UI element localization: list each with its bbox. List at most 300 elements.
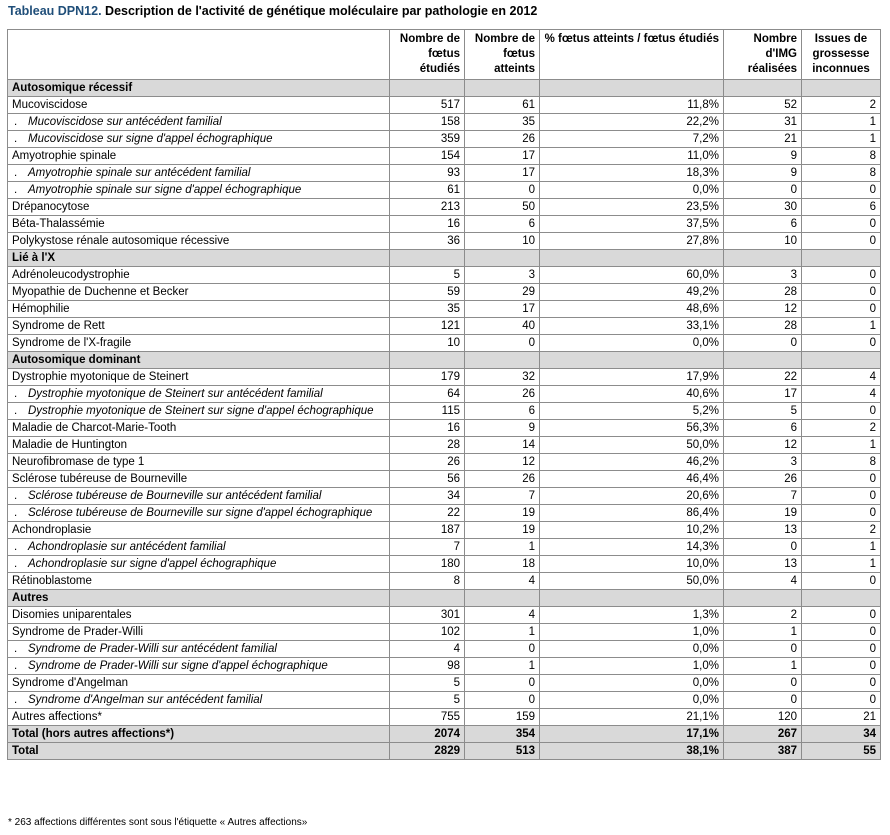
foetus-etudies-cell: 16 (390, 216, 465, 233)
header-img-realisees: Nombre d'IMG réalisées (724, 30, 802, 80)
table-number: Tableau DPN12. (8, 4, 102, 18)
pathology-cell (8, 726, 390, 743)
pathology-label: Syndrome d'Angelman sur antécédent familial (28, 694, 263, 706)
pathology-label: Myopathie de Duchenne et Becker (12, 286, 189, 298)
foetus-etudies-cell: 154 (390, 148, 465, 165)
img-realisees-cell: 52 (724, 97, 802, 114)
table-row (8, 403, 881, 420)
table-row (8, 114, 881, 131)
pathology-label: Mucoviscidose sur signe d'appel échographique (28, 133, 273, 145)
issues-inconnues-cell: 1 (802, 318, 881, 335)
pathology-label: Sclérose tubéreuse de Bourneville sur antécédent familial (28, 490, 322, 502)
issues-inconnues-cell: 0 (802, 233, 881, 250)
foetus-atteints-cell: 19 (465, 505, 540, 522)
pct-atteints-cell: 27,8% (540, 233, 724, 250)
foetus-atteints-cell: 7 (465, 488, 540, 505)
section-empty-cell (724, 250, 802, 267)
sub-item-bullet: . (14, 116, 18, 128)
foetus-atteints-cell: 26 (465, 386, 540, 403)
pct-atteints-cell: 1,3% (540, 607, 724, 624)
section-row (8, 352, 881, 369)
sub-item-bullet: . (14, 558, 18, 570)
issues-inconnues-cell: 0 (802, 692, 881, 709)
foetus-atteints-cell: 9 (465, 420, 540, 437)
pct-atteints-cell: 0,0% (540, 675, 724, 692)
img-realisees-cell: 0 (724, 692, 802, 709)
img-realisees-cell: 3 (724, 267, 802, 284)
img-realisees-cell: 19 (724, 505, 802, 522)
img-realisees-cell: 13 (724, 556, 802, 573)
issues-inconnues-cell: 0 (802, 267, 881, 284)
img-realisees-cell: 22 (724, 369, 802, 386)
table-row (8, 301, 881, 318)
table-row (8, 573, 881, 590)
pathology-cell (8, 114, 390, 131)
table-row (8, 148, 881, 165)
pathology-cell (8, 199, 390, 216)
table-body (8, 80, 881, 760)
pct-atteints-cell: 1,0% (540, 658, 724, 675)
header-pathology (8, 30, 390, 80)
img-realisees-cell: 28 (724, 318, 802, 335)
pathology-cell (8, 97, 390, 114)
section-empty-cell (540, 250, 724, 267)
sub-item-bullet: . (14, 541, 18, 553)
foetus-atteints-cell: 0 (465, 182, 540, 199)
header-row (8, 30, 881, 80)
pathology-cell (8, 267, 390, 284)
foetus-etudies-cell: 5 (390, 692, 465, 709)
foetus-etudies-cell: 213 (390, 199, 465, 216)
table-row (8, 369, 881, 386)
table-row (8, 675, 881, 692)
section-empty-cell (390, 250, 465, 267)
pct-atteints-cell: 50,0% (540, 573, 724, 590)
img-realisees-cell: 4 (724, 573, 802, 590)
sub-item-bullet: . (14, 388, 18, 400)
img-realisees-cell: 267 (724, 726, 802, 743)
issues-inconnues-cell: 8 (802, 454, 881, 471)
sub-item-bullet: . (14, 507, 18, 519)
img-realisees-cell: 12 (724, 437, 802, 454)
foetus-etudies-cell: 4 (390, 641, 465, 658)
section-empty-cell (465, 250, 540, 267)
sub-item-bullet: . (14, 660, 18, 672)
pathology-cell (8, 505, 390, 522)
table-row (8, 709, 881, 726)
table-title: Description de l'activité de génétique moléculaire par pathologie en 2012 (101, 4, 538, 18)
foetus-etudies-cell: 5 (390, 675, 465, 692)
pathology-cell (8, 454, 390, 471)
img-realisees-cell: 30 (724, 199, 802, 216)
foetus-etudies-cell: 180 (390, 556, 465, 573)
sub-item-bullet: . (14, 643, 18, 655)
foetus-etudies-cell: 35 (390, 301, 465, 318)
pathology-cell (8, 573, 390, 590)
pathology-cell (8, 624, 390, 641)
pathology-cell (8, 369, 390, 386)
foetus-etudies-cell: 64 (390, 386, 465, 403)
pathology-cell (8, 488, 390, 505)
foetus-atteints-cell: 17 (465, 165, 540, 182)
sub-item-bullet: . (14, 694, 18, 706)
issues-inconnues-cell: 4 (802, 386, 881, 403)
table-row (8, 420, 881, 437)
pathology-label: Rétinoblastome (12, 575, 92, 587)
table-row (8, 182, 881, 199)
foetus-atteints-cell: 35 (465, 114, 540, 131)
header-pct-atteints: % fœtus atteints / fœtus étudiés (540, 30, 724, 80)
pathology-label: Syndrome de Prader-Willi (12, 626, 144, 638)
foetus-etudies-cell: 2829 (390, 743, 465, 760)
pathology-label: Dystrophie myotonique de Steinert sur antécédent familial (28, 388, 323, 400)
pathology-cell (8, 148, 390, 165)
pct-atteints-cell: 60,0% (540, 267, 724, 284)
img-realisees-cell: 3 (724, 454, 802, 471)
pathology-label: Achondroplasie sur signe d'appel échographique (28, 558, 277, 570)
img-realisees-cell: 13 (724, 522, 802, 539)
pathology-label: Total (hors autres affections*) (12, 728, 175, 740)
pathology-label: Adrénoleucodystrophie (12, 269, 130, 281)
issues-inconnues-cell: 1 (802, 114, 881, 131)
pct-atteints-cell: 22,2% (540, 114, 724, 131)
img-realisees-cell: 21 (724, 131, 802, 148)
table-row (8, 199, 881, 216)
img-realisees-cell: 5 (724, 403, 802, 420)
table-row (8, 267, 881, 284)
pathology-label: Achondroplasie (12, 524, 92, 536)
foetus-etudies-cell: 359 (390, 131, 465, 148)
foetus-etudies-cell: 8 (390, 573, 465, 590)
foetus-atteints-cell: 17 (465, 148, 540, 165)
issues-inconnues-cell: 0 (802, 641, 881, 658)
issues-inconnues-cell: 1 (802, 556, 881, 573)
sub-item-bullet: . (14, 405, 18, 417)
section-empty-cell (724, 80, 802, 97)
img-realisees-cell: 26 (724, 471, 802, 488)
foetus-etudies-cell: 158 (390, 114, 465, 131)
foetus-atteints-cell: 29 (465, 284, 540, 301)
img-realisees-cell: 10 (724, 233, 802, 250)
pathology-cell (8, 318, 390, 335)
pct-atteints-cell: 37,5% (540, 216, 724, 233)
foetus-atteints-cell: 1 (465, 624, 540, 641)
pct-atteints-cell: 18,3% (540, 165, 724, 182)
foetus-atteints-cell: 10 (465, 233, 540, 250)
pathology-cell (8, 522, 390, 539)
foetus-etudies-cell: 301 (390, 607, 465, 624)
pathology-label: Achondroplasie sur antécédent familial (28, 541, 226, 553)
foetus-etudies-cell: 121 (390, 318, 465, 335)
foetus-etudies-cell: 102 (390, 624, 465, 641)
pathology-table (7, 29, 881, 760)
pathology-cell (8, 386, 390, 403)
issues-inconnues-cell: 1 (802, 437, 881, 454)
foetus-etudies-cell: 10 (390, 335, 465, 352)
pathology-cell (8, 658, 390, 675)
foetus-etudies-cell: 7 (390, 539, 465, 556)
section-label: Autres (8, 590, 390, 607)
table-row (8, 539, 881, 556)
img-realisees-cell: 0 (724, 335, 802, 352)
table-row (8, 131, 881, 148)
img-realisees-cell: 387 (724, 743, 802, 760)
section-empty-cell (724, 352, 802, 369)
pathology-cell (8, 216, 390, 233)
pct-atteints-cell: 14,3% (540, 539, 724, 556)
pct-atteints-cell: 46,2% (540, 454, 724, 471)
table-row (8, 607, 881, 624)
table-row (8, 692, 881, 709)
pct-atteints-cell: 0,0% (540, 692, 724, 709)
section-empty-cell (390, 352, 465, 369)
pathology-cell (8, 641, 390, 658)
foetus-atteints-cell: 0 (465, 675, 540, 692)
foetus-etudies-cell: 2074 (390, 726, 465, 743)
foetus-atteints-cell: 12 (465, 454, 540, 471)
pct-atteints-cell: 11,8% (540, 97, 724, 114)
img-realisees-cell: 0 (724, 182, 802, 199)
table-row (8, 386, 881, 403)
header-issues-inconnues: Issues de grossesse inconnues (802, 30, 881, 80)
pathology-label: Syndrome de l'X-fragile (12, 337, 132, 349)
foetus-etudies-cell: 179 (390, 369, 465, 386)
foetus-etudies-cell: 22 (390, 505, 465, 522)
issues-inconnues-cell: 0 (802, 488, 881, 505)
issues-inconnues-cell: 1 (802, 131, 881, 148)
issues-inconnues-cell: 21 (802, 709, 881, 726)
issues-inconnues-cell: 0 (802, 216, 881, 233)
pct-atteints-cell: 50,0% (540, 437, 724, 454)
pathology-cell (8, 233, 390, 250)
pathology-label: Polykystose rénale autosomique récessive (12, 235, 230, 247)
issues-inconnues-cell: 0 (802, 471, 881, 488)
total-row (8, 743, 881, 760)
table-row (8, 471, 881, 488)
issues-inconnues-cell: 4 (802, 369, 881, 386)
pct-atteints-cell: 23,5% (540, 199, 724, 216)
table-row (8, 488, 881, 505)
pathology-cell (8, 131, 390, 148)
foetus-etudies-cell: 517 (390, 97, 465, 114)
foetus-etudies-cell: 16 (390, 420, 465, 437)
issues-inconnues-cell: 34 (802, 726, 881, 743)
section-row (8, 80, 881, 97)
foetus-atteints-cell: 3 (465, 267, 540, 284)
section-label: Autosomique dominant (8, 352, 390, 369)
pct-atteints-cell: 48,6% (540, 301, 724, 318)
foetus-etudies-cell: 755 (390, 709, 465, 726)
foetus-atteints-cell: 17 (465, 301, 540, 318)
img-realisees-cell: 9 (724, 148, 802, 165)
foetus-atteints-cell: 61 (465, 97, 540, 114)
foetus-etudies-cell: 36 (390, 233, 465, 250)
foetus-atteints-cell: 0 (465, 335, 540, 352)
img-realisees-cell: 0 (724, 641, 802, 658)
pct-atteints-cell: 49,2% (540, 284, 724, 301)
table-row (8, 658, 881, 675)
pathology-cell (8, 165, 390, 182)
img-realisees-cell: 1 (724, 624, 802, 641)
foetus-atteints-cell: 4 (465, 607, 540, 624)
pct-atteints-cell: 33,1% (540, 318, 724, 335)
pathology-label: Dystrophie myotonique de Steinert sur signe d'appel échographique (28, 405, 374, 417)
pct-atteints-cell: 10,0% (540, 556, 724, 573)
section-empty-cell (390, 80, 465, 97)
pathology-label: Mucoviscidose (12, 99, 88, 111)
img-realisees-cell: 120 (724, 709, 802, 726)
issues-inconnues-cell: 2 (802, 420, 881, 437)
section-empty-cell (724, 590, 802, 607)
section-empty-cell (540, 80, 724, 97)
foetus-etudies-cell: 28 (390, 437, 465, 454)
foetus-atteints-cell: 50 (465, 199, 540, 216)
pct-atteints-cell: 7,2% (540, 131, 724, 148)
pct-atteints-cell: 38,1% (540, 743, 724, 760)
issues-inconnues-cell: 1 (802, 539, 881, 556)
foetus-etudies-cell: 59 (390, 284, 465, 301)
issues-inconnues-cell: 0 (802, 335, 881, 352)
table-row (8, 165, 881, 182)
header-foetus-etudies: Nombre de fœtus étudiés (390, 30, 465, 80)
pathology-cell (8, 182, 390, 199)
issues-inconnues-cell: 0 (802, 573, 881, 590)
pathology-cell (8, 403, 390, 420)
table-row (8, 97, 881, 114)
pathology-cell (8, 743, 390, 760)
pathology-cell (8, 539, 390, 556)
issues-inconnues-cell: 0 (802, 624, 881, 641)
section-empty-cell (802, 250, 881, 267)
foetus-etudies-cell: 5 (390, 267, 465, 284)
pct-atteints-cell: 21,1% (540, 709, 724, 726)
pathology-label: Syndrome de Prader-Willi sur antécédent familial (28, 643, 277, 655)
img-realisees-cell: 6 (724, 216, 802, 233)
pct-atteints-cell: 11,0% (540, 148, 724, 165)
pathology-label: Syndrome de Rett (12, 320, 105, 332)
pathology-cell (8, 420, 390, 437)
foetus-etudies-cell: 98 (390, 658, 465, 675)
pct-atteints-cell: 86,4% (540, 505, 724, 522)
section-empty-cell (802, 352, 881, 369)
table-row (8, 318, 881, 335)
foetus-etudies-cell: 56 (390, 471, 465, 488)
footnote: * 263 affections différentes sont sous l'étiquette « Autres affections» (8, 817, 308, 828)
foetus-atteints-cell: 354 (465, 726, 540, 743)
pathology-label: Total (12, 745, 39, 757)
foetus-atteints-cell: 513 (465, 743, 540, 760)
section-empty-cell (540, 590, 724, 607)
pathology-cell (8, 675, 390, 692)
foetus-atteints-cell: 6 (465, 216, 540, 233)
sub-item-bullet: . (14, 133, 18, 145)
foetus-atteints-cell: 1 (465, 539, 540, 556)
table-caption (8, 4, 537, 18)
foetus-etudies-cell: 26 (390, 454, 465, 471)
pathology-label: Hémophilie (12, 303, 70, 315)
issues-inconnues-cell: 2 (802, 522, 881, 539)
issues-inconnues-cell: 2 (802, 97, 881, 114)
section-label: Autosomique récessif (8, 80, 390, 97)
section-empty-cell (465, 352, 540, 369)
issues-inconnues-cell: 0 (802, 301, 881, 318)
img-realisees-cell: 1 (724, 658, 802, 675)
section-empty-cell (390, 590, 465, 607)
section-empty-cell (802, 80, 881, 97)
table-row (8, 454, 881, 471)
foetus-atteints-cell: 0 (465, 641, 540, 658)
foetus-atteints-cell: 159 (465, 709, 540, 726)
foetus-atteints-cell: 0 (465, 692, 540, 709)
pathology-label: Amyotrophie spinale (12, 150, 117, 162)
pathology-cell (8, 692, 390, 709)
section-empty-cell (465, 590, 540, 607)
pathology-cell (8, 284, 390, 301)
table-row (8, 216, 881, 233)
foetus-atteints-cell: 26 (465, 131, 540, 148)
pathology-cell (8, 437, 390, 454)
sub-item-bullet: . (14, 490, 18, 502)
table-row (8, 624, 881, 641)
issues-inconnues-cell: 0 (802, 658, 881, 675)
pct-atteints-cell: 40,6% (540, 386, 724, 403)
section-empty-cell (802, 590, 881, 607)
pathology-label: Disomies uniparentales (12, 609, 132, 621)
pathology-label: Maladie de Huntington (12, 439, 128, 451)
pct-atteints-cell: 46,4% (540, 471, 724, 488)
foetus-atteints-cell: 40 (465, 318, 540, 335)
issues-inconnues-cell: 0 (802, 675, 881, 692)
pathology-label: Syndrome d'Angelman (12, 677, 128, 689)
table-row (8, 522, 881, 539)
img-realisees-cell: 17 (724, 386, 802, 403)
issues-inconnues-cell: 8 (802, 148, 881, 165)
issues-inconnues-cell: 0 (802, 284, 881, 301)
foetus-etudies-cell: 61 (390, 182, 465, 199)
foetus-etudies-cell: 34 (390, 488, 465, 505)
table-row (8, 556, 881, 573)
pathology-label: Sclérose tubéreuse de Bourneville sur signe d'appel échographique (28, 507, 373, 519)
pct-atteints-cell: 1,0% (540, 624, 724, 641)
img-realisees-cell: 2 (724, 607, 802, 624)
pct-atteints-cell: 20,6% (540, 488, 724, 505)
pathology-cell (8, 607, 390, 624)
section-row (8, 590, 881, 607)
pct-atteints-cell: 10,2% (540, 522, 724, 539)
img-realisees-cell: 28 (724, 284, 802, 301)
pathology-cell (8, 471, 390, 488)
pathology-cell (8, 556, 390, 573)
sub-item-bullet: . (14, 167, 18, 179)
img-realisees-cell: 0 (724, 675, 802, 692)
table-row (8, 641, 881, 658)
total-row (8, 726, 881, 743)
issues-inconnues-cell: 0 (802, 607, 881, 624)
section-empty-cell (465, 80, 540, 97)
foetus-atteints-cell: 14 (465, 437, 540, 454)
img-realisees-cell: 6 (724, 420, 802, 437)
pathology-label: Drépanocytose (12, 201, 90, 213)
img-realisees-cell: 9 (724, 165, 802, 182)
pct-atteints-cell: 56,3% (540, 420, 724, 437)
table-row (8, 437, 881, 454)
foetus-atteints-cell: 26 (465, 471, 540, 488)
pathology-label: Sclérose tubéreuse de Bourneville (12, 473, 188, 485)
section-row (8, 250, 881, 267)
foetus-etudies-cell: 93 (390, 165, 465, 182)
pct-atteints-cell: 0,0% (540, 335, 724, 352)
sub-item-bullet: . (14, 184, 18, 196)
